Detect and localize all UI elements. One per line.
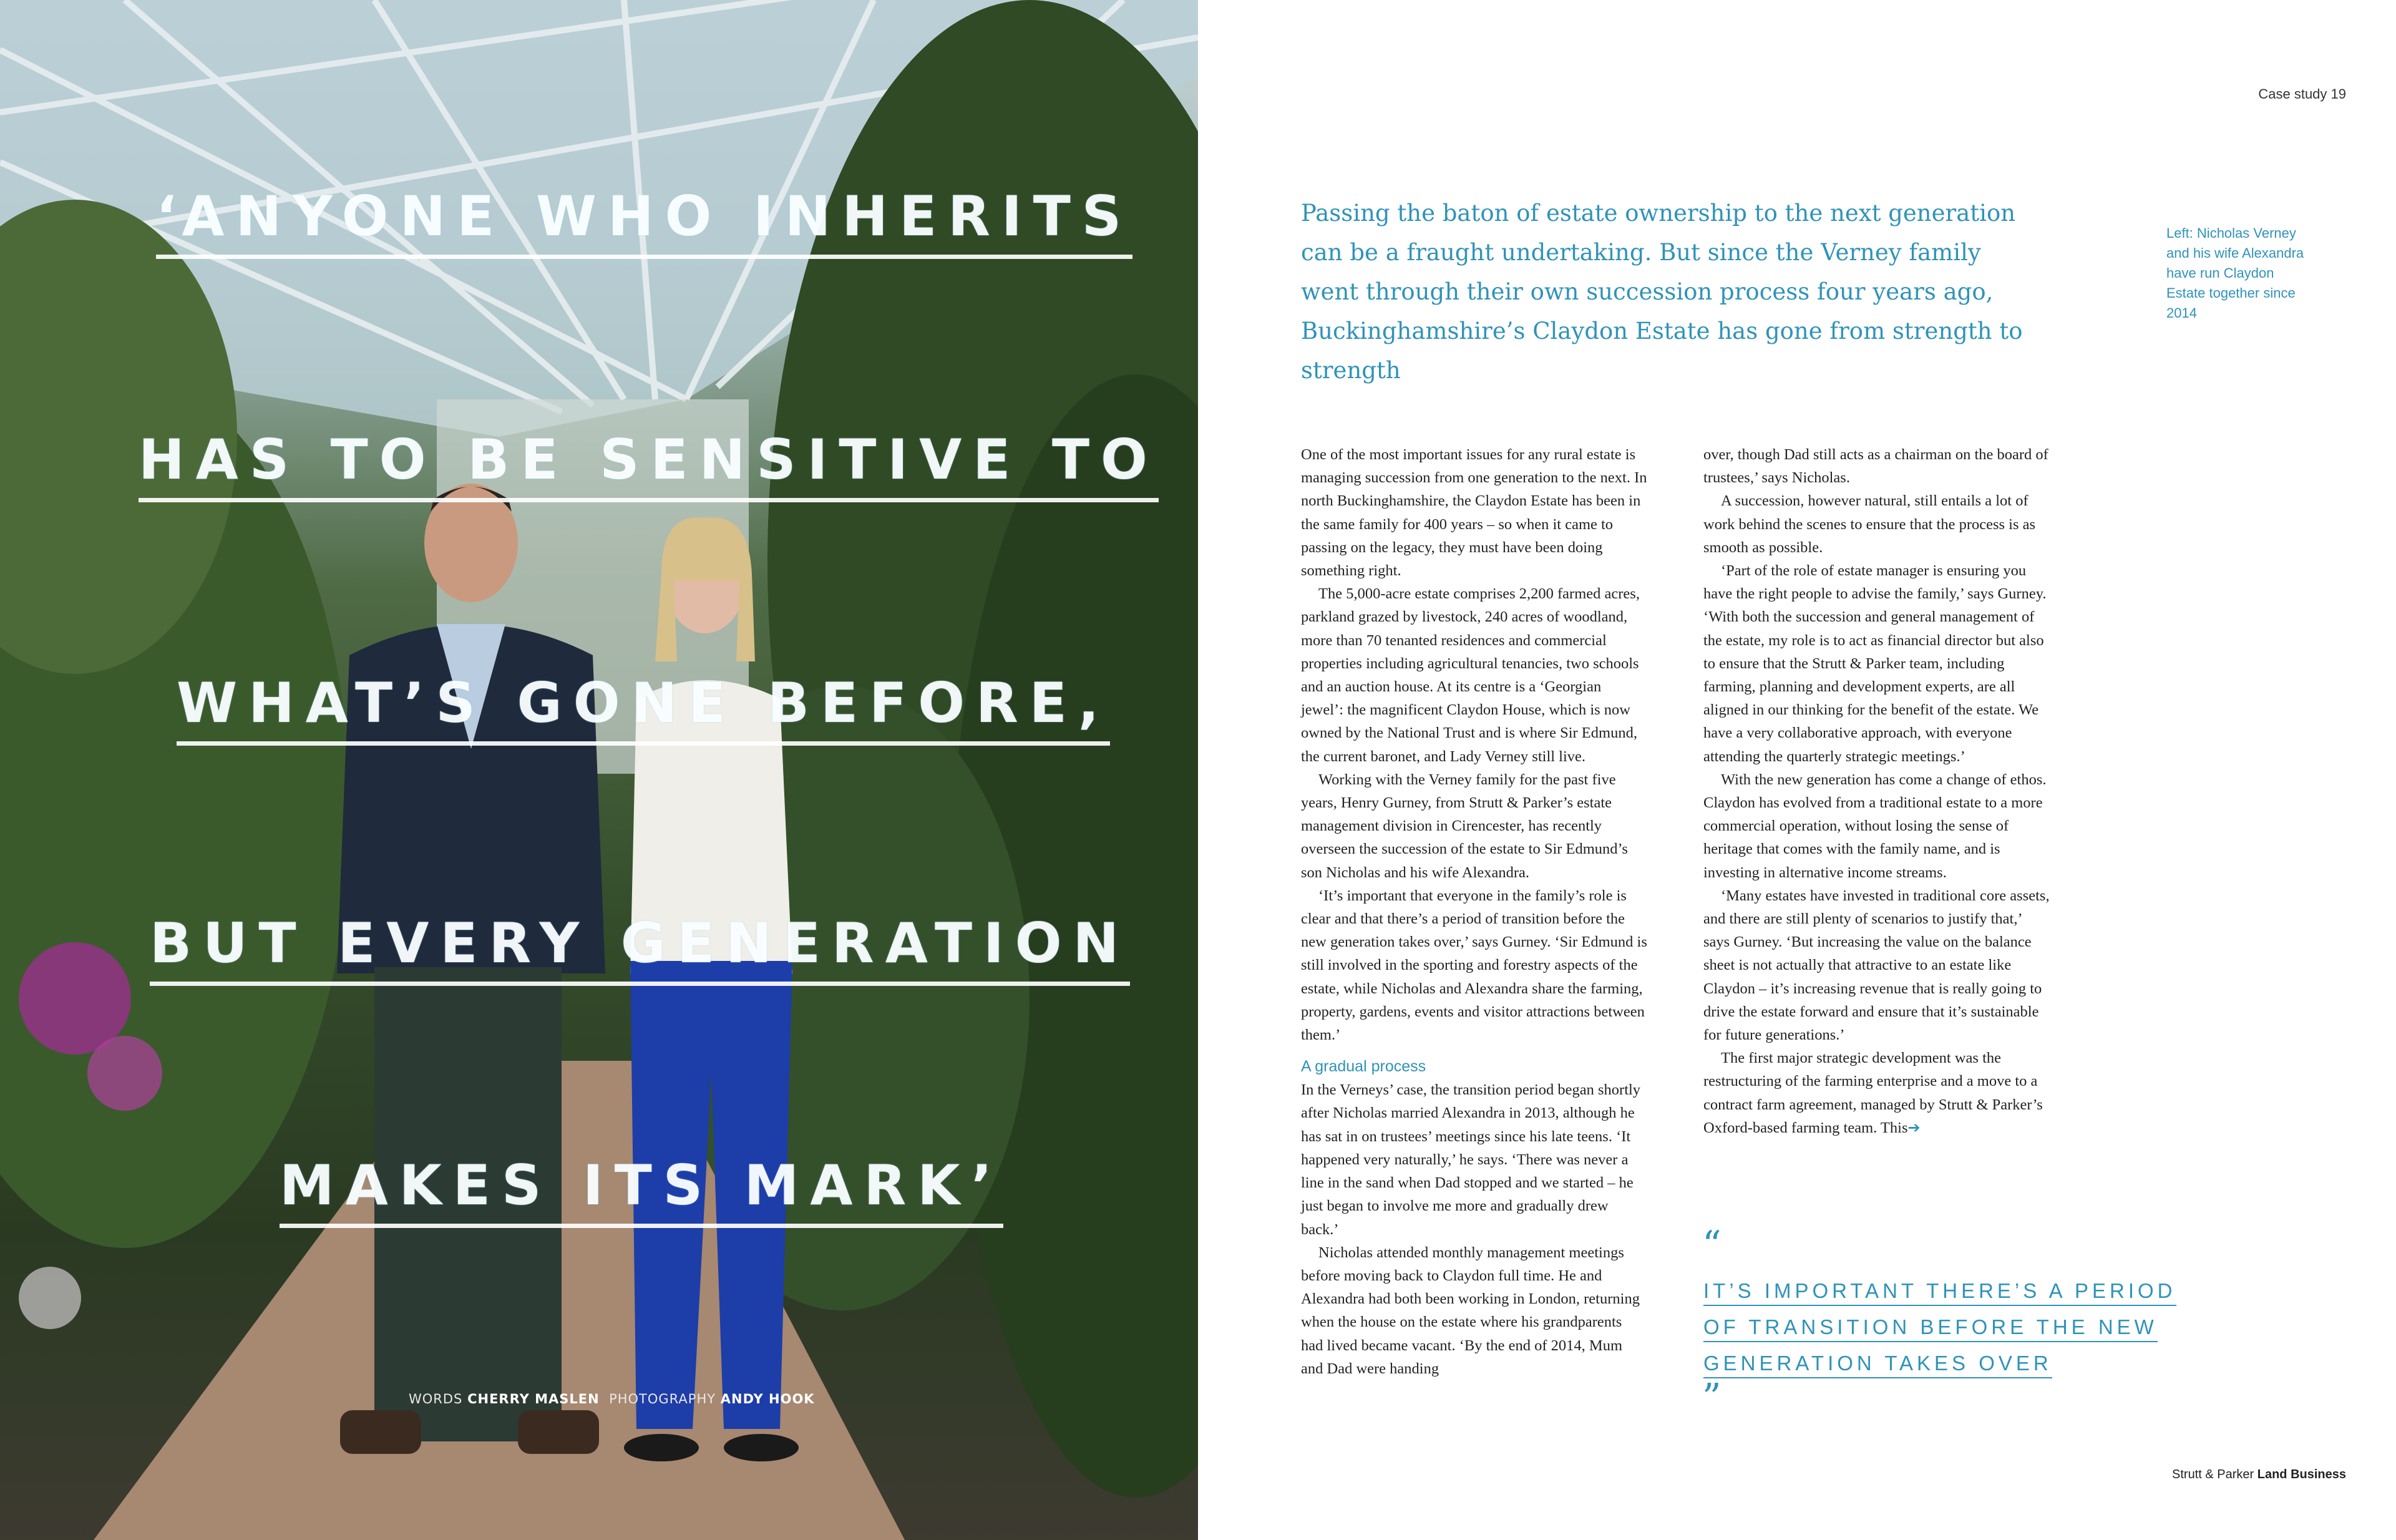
continue-arrow-icon: ➔ [1907,1118,1921,1136]
article-column-2 [1703,443,2050,1139]
paragraph: In the Verneys’ case, the transition period began shortly after Nicholas married Alexandra in 2013, although he has sat in on trustees’ meetings since his late teens. ‘It happened very naturally,’ he says. ‘There was never a line in the sand when Dad stopped and we started – he just began to involve me more and gradually drew back.’ [1301,1081,1641,1238]
open-quote-icon: “ [1702,1223,1722,1267]
photographer-name: ANDY HOOK [720,1391,815,1406]
pull-quote-line: OF TRANSITION BEFORE THE NEW [1703,1315,2158,1342]
paragraph: over, though Dad still acts as a chairman on the board of trustees,’ says Nicholas. [1703,446,2048,487]
paragraph: One of the most important issues for any rural estate is managing succession from one generation to the next. In north Buckinghamshire, the Claydon Estate has been in the same family for 400 years – so when it came to passing on the legacy, they must have been doing something right. [1301,446,1647,580]
footer-brand: Strutt & Parker [2172,1468,2254,1481]
paragraph: ‘Part of the role of estate manager is ensuring you have the right people to advise the family,’ says Gurney. ‘With both the succession and general management of the estate, my role is to act as financial director but also to ensure that the Strutt & Parker team, including farming, planning and development experts, are all aligned in our thinking for the benefit of the estate. We have a very collaborative approach, with everyone attending the quarterly strategic meetings.’ [1703,562,2047,765]
writer-name: CHERRY MASLEN [467,1391,600,1406]
paragraph: ‘Many estates have invested in traditional core assets, and there are still plenty of scenarios to justify that,’ says Gurney. ‘But increasing the value on the balance sheet is not actually that attractive to an estate like Claydon – it’s increasing revenue that is really going to drive the estate forward and ensure that it’s sustainable for future generations.’ [1703,887,2050,1044]
close-quote-icon: ” [1702,1376,1722,1420]
paragraph: With the new generation has come a change of ethos. Claydon has evolved from a traditional estate to a more commercial operation, without losing the sense of heritage that comes with the family name, and is investing in alternative income streams. [1703,771,2047,881]
paragraph: A succession, however natural, still entails a lot of work behind the scenes to ensure that the process is as smooth as possible. [1703,492,2036,556]
subheading: A gradual process [1301,1058,1426,1076]
photography-label: PHOTOGRAPHY [609,1391,716,1406]
paragraph: ‘It’s important that everyone in the family’s role is clear and that there’s a period of transition before the new generation takes over,’ says Gurney. ‘Sir Edmund is still involved in the sporting and forestry aspects of the estate, while Nicholas and Alexandra share the farming, property, gardens, events and visitor attractions between them.’ [1301,887,1647,1044]
headline-line-5: MAKES ITS MARK’ [280,1153,1003,1228]
headline-line-3: WHAT’S GONE BEFORE, [177,671,1110,746]
paragraph: The 5,000-acre estate comprises 2,200 farmed acres, parkland grazed by livestock, 240 acres of woodland, more than 70 tenanted residences and commercial properties including agricultural tenancies, two schools and an auction house. At its centre is a ‘Georgian jewel’: the magnificent Claydon House, which is now owned by the National Trust and is where Sir Edmund, the current baronet, and Lady Verney still live. [1301,585,1640,765]
footer-publication: Land Business [2257,1468,2346,1481]
page-header: Case study 19 [2258,86,2346,102]
intro-standfirst: Passing the baton of estate ownership to the next generation can be a fraught undertaking. But since the Verney family went through their own succession process four years ago, Buckinghamshire’s Claydon Estate has gone from strength to strength [1301,200,2023,384]
pull-quote-line: IT’S IMPORTANT THERE’S A PERIOD [1703,1279,2176,1306]
paragraph: Nicholas attended monthly management meetings before moving back to Claydon full time. He and Alexandra had both been working in London, returning when the house on the estate where his grandparents had lived became vacant. ‘By the end of 2014, Mum and Dad were handing [1301,1244,1640,1377]
pull-quote-line: GENERATION TAKES OVER [1703,1352,2052,1378]
paragraph-text: The first major strategic development was the restructuring of the farming enterprise and a move to a contract farm agreement, managed by Strutt & Parker’s Oxford-based farming team. This [1703,1050,2043,1136]
page-footer [2172,1468,2346,1482]
paragraph [1703,1046,2050,1139]
words-label: WORDS [409,1391,463,1406]
article-column-1 [1301,443,1647,1380]
pull-quote [1703,1273,2203,1382]
photo-caption: Left: Nicholas Verney and his wife Alexandra have run Claydon Estate together since 2014 [2166,225,2304,321]
headline-line-2: HAS TO BE SENSITIVE TO [139,427,1159,502]
headline-line-1: ‘ANYONE WHO INHERITS [156,184,1132,259]
headline-line-4: BUT EVERY GENERATION [150,911,1130,986]
photo-credits [409,1391,815,1406]
paragraph: Working with the Verney family for the past five years, Henry Gurney, from Strutt & Parker’s estate management division in Cirencester, has recently overseen the succession of the estate to Sir Edmund’s son Nicholas and his wife Alexandra. [1301,771,1628,881]
